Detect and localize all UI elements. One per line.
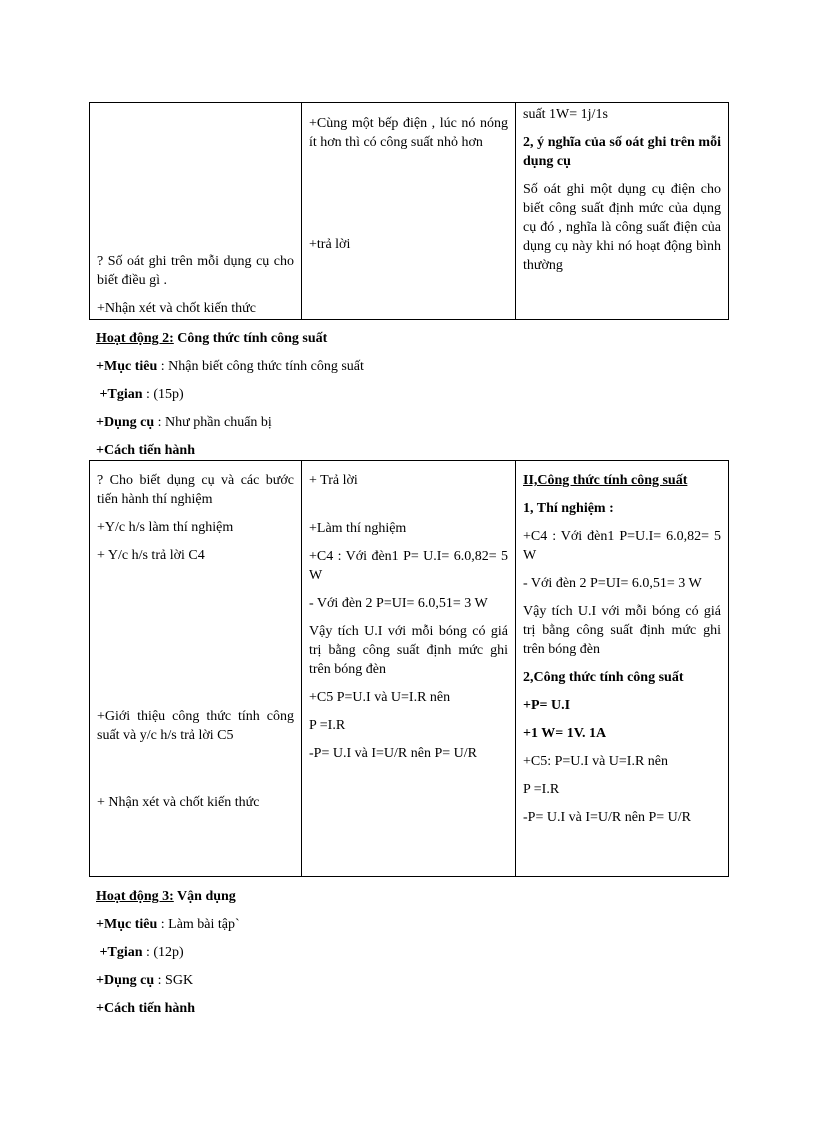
cell-text: +Cùng một bếp điện , lúc nó nóng ít hơn thì có công suất nhỏ hơn <box>309 116 508 150</box>
cell-text: Số oát ghi một dụng cụ điện cho biết công suất định mức của dụng cụ đó , nghĩa là công suất điện của dụng cụ này khi nó hoạt động bình thường <box>523 182 721 273</box>
cell-text: suất 1W= 1j/1s <box>523 107 608 122</box>
cell-text: +Làm thí nghiệm <box>309 521 407 536</box>
formula: +P= U.I <box>523 698 571 713</box>
cell-text: +trả lời <box>309 237 351 252</box>
section-heading: II,Công thức tính công suất <box>523 473 688 488</box>
tools-line: +Dụng cụ : SGK <box>96 973 194 988</box>
activity-2-header <box>96 329 364 469</box>
cell-text: - Với đèn 2 P=UI= 6.0,51= 3 W <box>309 596 488 611</box>
student-activity-cell <box>302 461 516 877</box>
goal-line: +Mục tiêu : Làm bài tập` <box>96 917 240 932</box>
cell-text: +C5: P=U.I và U=I.R nên <box>523 754 669 769</box>
teacher-activity-cell <box>90 103 302 320</box>
cell-text: +C4 : Với đèn1 P= U.I= 6.0,82= 5 W <box>309 549 508 583</box>
sub-heading: 2,Công thức tính công suất <box>523 670 684 685</box>
section-heading: 2, ý nghĩa của số oát ghi trên mỗi dụng cụ <box>523 135 721 169</box>
tools-line: +Dụng cụ : Như phần chuẩn bị <box>96 415 272 430</box>
goal-line: +Mục tiêu : Nhận biết công thức tính công suất <box>96 359 364 374</box>
cell-text: ? Cho biết dụng cụ và các bước tiến hành thí nghiệm <box>97 473 294 507</box>
table-row <box>90 461 729 877</box>
cell-text: P =I.R <box>309 718 346 733</box>
lesson-table-1 <box>89 102 729 320</box>
activity-3-header <box>96 887 240 1027</box>
activity-title: Hoạt động 2: Công thức tính công suất <box>96 331 328 346</box>
cell-text: P =I.R <box>523 782 560 797</box>
content-cell <box>516 103 729 320</box>
cell-text: +Giới thiệu công thức tính công suất và y/c h/s trả lời C5 <box>97 709 294 743</box>
cell-text: + Nhận xét và chốt kiến thức <box>97 795 260 810</box>
cell-text: +C5 P=U.I và U=I.R nên <box>309 690 451 705</box>
cell-text: -P= U.I và I=U/R nên P= U/R <box>309 746 477 761</box>
cell-text: +Y/c h/s làm thí nghiệm <box>97 520 234 535</box>
formula: +1 W= 1V. 1A <box>523 726 607 741</box>
time-line: +Tgian : (15p) <box>99 387 184 402</box>
time-line: +Tgian : (12p) <box>99 945 184 960</box>
content-cell <box>516 461 729 877</box>
cell-text: - Với đèn 2 P=UI= 6.0,51= 3 W <box>523 576 702 591</box>
cell-text: +C4 : Với đèn1 P=U.I= 6.0,82= 5 W <box>523 529 721 563</box>
cell-text: + Trả lời <box>309 473 358 488</box>
table-row <box>90 103 729 320</box>
method-line: +Cách tiến hành <box>96 443 195 458</box>
activity-title: Hoạt động 3: Vận dụng <box>96 889 236 904</box>
lesson-table-2 <box>89 460 729 877</box>
cell-text: -P= U.I và I=U/R nên P= U/R <box>523 810 691 825</box>
cell-text: Vậy tích U.I với mỗi bóng có giá trị bằng công suất định mức ghi trên bóng đèn <box>523 604 721 657</box>
student-activity-cell <box>302 103 516 320</box>
method-line: +Cách tiến hành <box>96 1001 195 1016</box>
cell-text: + Y/c h/s trả lời C4 <box>97 548 205 563</box>
cell-text: Vậy tích U.I với mỗi bóng có giá trị bằng công suất định mức ghi trên bóng đèn <box>309 624 508 677</box>
teacher-activity-cell <box>90 461 302 877</box>
remark-text: +Nhận xét và chốt kiến thức <box>97 301 256 316</box>
sub-heading: 1, Thí nghiệm : <box>523 501 614 516</box>
question-text: ? Số oát ghi trên mỗi dụng cụ cho biết điều gì . <box>97 254 294 288</box>
